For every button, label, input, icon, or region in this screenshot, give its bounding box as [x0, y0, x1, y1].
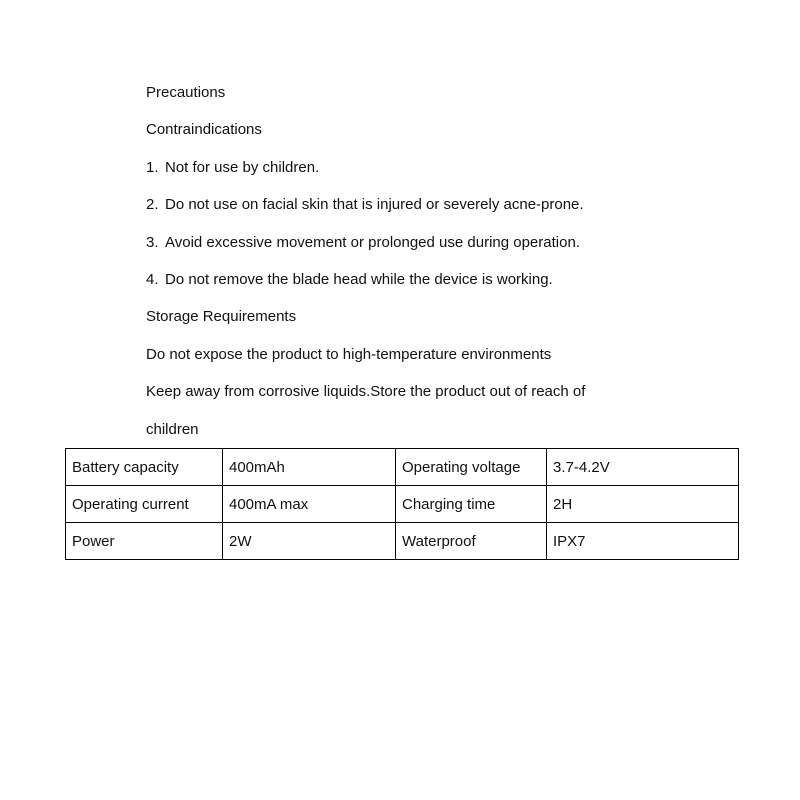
contraindication-item	[146, 271, 746, 308]
spec-label: Waterproof	[396, 523, 547, 560]
item-text: Not for use by children.	[165, 158, 320, 176]
storage-line: Keep away from corrosive liquids.Store the product out of reach of	[146, 383, 586, 401]
storage-line: children	[146, 420, 199, 438]
spec-label: Operating current	[66, 486, 223, 523]
table-row	[66, 523, 739, 560]
spec-label: Battery capacity	[66, 449, 223, 486]
spec-label: Power	[66, 523, 223, 560]
spec-label: Charging time	[396, 486, 547, 523]
item-number: 1.	[146, 158, 159, 176]
contraindications-heading: Contraindications	[146, 121, 262, 139]
storage-line: Do not expose the product to high-temperature environments	[146, 345, 552, 363]
item-number: 2.	[146, 196, 159, 214]
table-row	[66, 486, 739, 523]
spec-value: 400mA max	[223, 486, 396, 523]
item-text: Do not remove the blade head while the device is working.	[165, 270, 553, 288]
item-number: 3.	[146, 233, 159, 251]
item-text: Do not use on facial skin that is injured or severely acne-prone.	[165, 196, 584, 214]
precautions-heading: Precautions	[146, 84, 226, 101]
spec-label: Operating voltage	[396, 449, 547, 486]
spec-value: 2W	[223, 523, 396, 560]
spec-value: IPX7	[547, 523, 739, 560]
spec-value: 2H	[547, 486, 739, 523]
specifications-table	[65, 448, 739, 560]
contraindication-item	[146, 234, 746, 271]
contraindication-item	[146, 196, 746, 233]
item-number: 4.	[146, 270, 159, 288]
spec-value: 400mAh	[223, 449, 396, 486]
item-text: Avoid excessive movement or prolonged use during operation.	[165, 233, 580, 251]
storage-heading: Storage Requirements	[146, 308, 297, 326]
contraindication-item	[146, 159, 746, 196]
table-row	[66, 449, 739, 486]
spec-value: 3.7-4.2V	[547, 449, 739, 486]
precautions-section	[146, 84, 746, 458]
